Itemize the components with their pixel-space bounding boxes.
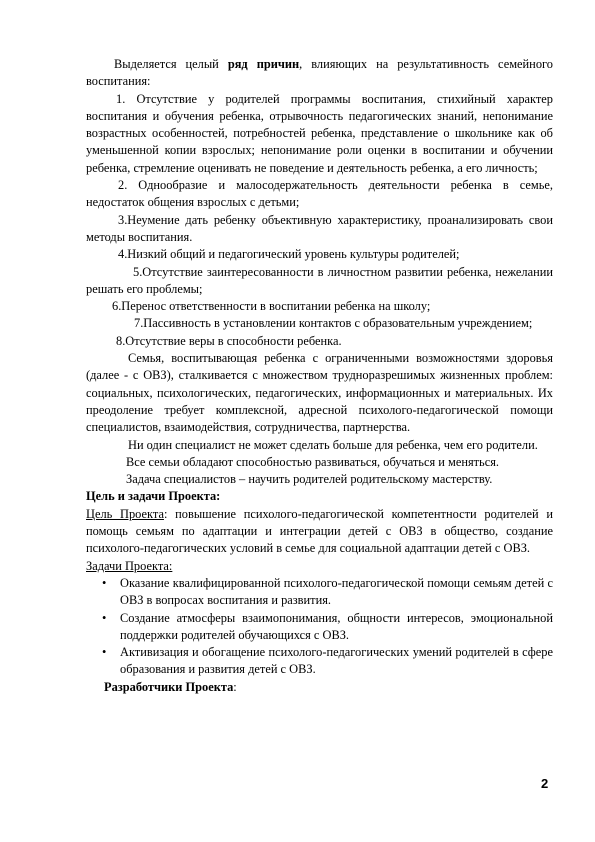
goal-label: Цель Проекта xyxy=(86,506,164,521)
intro-text: Выделяется целый xyxy=(114,57,228,71)
goal-paragraph xyxy=(86,506,553,558)
bullet-icon: • xyxy=(102,645,107,660)
list-item xyxy=(86,610,553,645)
cause-1: 1. Отсутствие у родителей программы воспитания, стихийный характер воспитания и обучения ребенка, отрывочность педагогических знаний, непонимание возрастных особенностей, потребностей ребенка, представление о школьнике как об уменьшенной копии взрослых; непонимание роли оценки в воспитании и обучении ребенка, стремление оценивать не поведение и деятельность ребенка, а его личность; xyxy=(86,91,553,175)
all-families-text: Все семьи обладают способностью развиваться, обучаться и меняться. xyxy=(126,454,500,469)
page-number: 2 xyxy=(541,776,549,791)
cause-3: 3.Неумение дать ребенку объективную характеристику, проанализировать свои методы воспитания. xyxy=(86,212,553,244)
list-item xyxy=(86,575,553,610)
bullet-icon: • xyxy=(102,610,107,625)
bullet-icon: • xyxy=(102,575,107,590)
tasks-list xyxy=(86,575,553,679)
cause-2: 2. Однообразие и малосодержательность деятельности ребенка в семье, недостаток общения взрослых с детьми; xyxy=(86,178,553,210)
intro-paragraph xyxy=(86,56,553,91)
intro-bold-text: ряд причин xyxy=(227,57,300,71)
cause-8: 8.Отсутствие веры в способности ребенка. xyxy=(116,333,342,348)
document-body xyxy=(86,56,553,696)
task-2-text: Создание атмосферы взаимопонимания, общности интересов, эмоциональной поддержки родителей обучающихся с ОВЗ. xyxy=(120,610,553,642)
cause-6: 6.Перенос ответственности в воспитании ребенка на школу; xyxy=(112,299,431,314)
cause-4: 4.Низкий общий и педагогический уровень культуры родителей; xyxy=(118,247,460,262)
developers-label: Разработчики Проекта xyxy=(104,679,234,694)
tasks-label-line xyxy=(86,558,553,575)
intro-text-end: , влияющих на результативность семейного воспитания: xyxy=(86,57,553,89)
task-3-text: Активизация и обогащение психолого-педагогических умений родителей в сфере образования и развития детей с ОВЗ. xyxy=(120,645,553,677)
goal-heading: Цель и задачи Проекта: xyxy=(86,489,221,504)
task-1-text: Оказание квалифицированной психолого-педагогической помощи семьям детей с ОВЗ в вопросах воспитания и развития. xyxy=(120,575,553,608)
list-item xyxy=(86,644,553,679)
tasks-label: Задачи Проекта: xyxy=(86,558,173,573)
specialist-paragraph: Ни один специалист не может сделать больше для ребенка, чем его родители. xyxy=(128,437,538,452)
cause-5: 5.Отсутствие заинтересованности в личностном развитии ребенка, нежелании решать его проблемы; xyxy=(86,264,553,296)
developers-colon: : xyxy=(233,679,237,694)
family-paragraph: Семья, воспитывающая ребенка с ограниченными возможностями здоровья (далее - с ОВЗ), сталкивается с множеством трудноразрешимых жизненных проблем: социальных, психологических, педагогических, информационных и материальных. Их преодоление требует комплексной, адресной психолого-педагогической помощи специалистов, взаимодействия, сотрудничества, партнерства. xyxy=(86,351,553,435)
task-specialists-text: Задача специалистов – научить родителей родительскому мастерству. xyxy=(126,472,493,487)
goal-text: : повышение психолого-педагогической компетентности родителей и помощь семьям по адаптации и интеграции детей с ОВЗ в общество, создание психолого-педагогических условий в семье для социальной адаптации детей с ОВЗ. xyxy=(86,506,553,556)
cause-7: 7.Пассивность в установлении контактов с образовательным учреждением; xyxy=(134,316,533,331)
developers-line xyxy=(86,679,553,696)
